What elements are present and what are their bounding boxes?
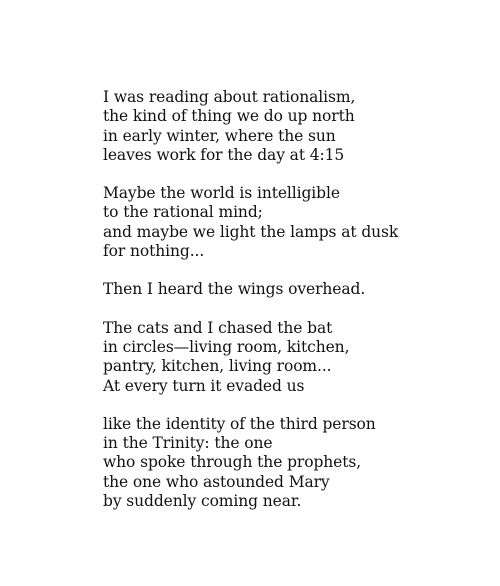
poem-line: in early winter, where the sun [103, 126, 336, 145]
poem-line: pantry, kitchen, living room... [103, 357, 332, 376]
poem-line: At every turn it evaded us [103, 376, 305, 395]
poem-line: in circles—living room, kitchen, [103, 337, 350, 356]
poem-line: the kind of thing we do up north [103, 107, 355, 126]
poem-line: to the rational mind; [103, 203, 263, 222]
poem-line: by suddenly coming near. [103, 492, 302, 511]
poem-line: for nothing... [103, 242, 205, 261]
stanza-5 [103, 415, 493, 511]
stanza-3 [103, 280, 493, 299]
poem-line: The cats and I chased the bat [103, 318, 333, 337]
poem-line: and maybe we light the lamps at dusk [103, 222, 399, 241]
poem-line: like the identity of the third person [103, 414, 376, 433]
poem-line: I was reading about rationalism, [103, 88, 356, 106]
poem-line: Maybe the world is intelligible [103, 184, 340, 203]
stanza-4 [103, 319, 493, 396]
poem-line: leaves work for the day at 4:15 [103, 145, 345, 164]
stanza-1 [103, 88, 493, 165]
stanza-2 [103, 184, 493, 261]
poem-line: who spoke through the prophets, [103, 453, 362, 472]
poem-line: the one who astounded Mary [103, 472, 330, 491]
poem-line: Then I heard the wings overhead. [103, 280, 366, 299]
poem-line: in the Trinity: the one [103, 434, 273, 453]
poem-body [103, 88, 493, 530]
